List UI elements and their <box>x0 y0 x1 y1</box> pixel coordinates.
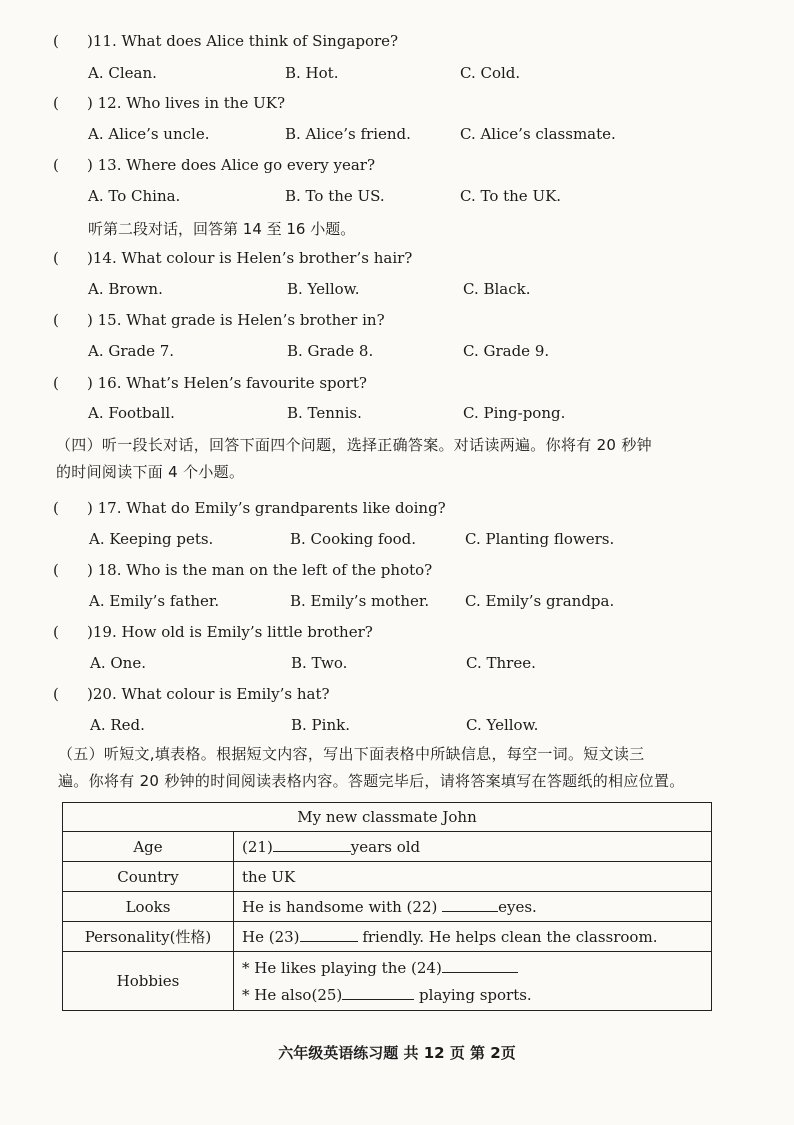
option-b: B. Tennis. <box>287 404 362 422</box>
table-title: My new classmate John <box>63 803 712 832</box>
option-a: A. One. <box>90 654 146 672</box>
personality-label: Personality(性格) <box>63 922 234 952</box>
country-cell: the UK <box>234 862 712 892</box>
option-c: C. Yellow. <box>466 716 539 734</box>
option-c: C. Emily’s grandpa. <box>465 592 615 610</box>
question-text: )20. What colour is Emily’s hat? <box>87 685 330 703</box>
question-19: ( )19. How old is Emily’s little brother? <box>53 623 373 641</box>
option-a: A. Football. <box>88 404 175 422</box>
option-c: C. Planting flowers. <box>465 530 615 548</box>
dialog-2-instruction: 听第二段对话，回答第 14 至 16 小题。 <box>88 220 356 238</box>
question-15: ( ) 15. What grade is Helen’s brother in? <box>53 311 385 329</box>
option-a: A. Alice’s uncle. <box>88 125 210 143</box>
option-b: B. Emily’s mother. <box>290 592 430 610</box>
option-a: A. Grade 7. <box>88 342 175 360</box>
looks-cell: He is handsome with (22) eyes. <box>234 892 712 922</box>
table-row <box>63 892 712 922</box>
hobbies-label: Hobbies <box>63 952 234 1011</box>
question-text: )19. How old is Emily’s little brother? <box>87 623 373 641</box>
option-c: C. Cold. <box>460 64 521 82</box>
question-16: ( ) 16. What’s Helen’s favourite sport? <box>53 374 367 392</box>
country-label: Country <box>63 862 234 892</box>
hobbies-cell <box>234 952 712 1011</box>
question-20: ( )20. What colour is Emily’s hat? <box>53 685 330 703</box>
blank-21[interactable] <box>273 837 351 852</box>
question-text: )14. What colour is Helen’s brother’s hair? <box>87 249 413 267</box>
option-c: C. To the UK. <box>460 187 562 205</box>
option-c: C. Three. <box>466 654 536 672</box>
blank-22[interactable] <box>442 897 498 912</box>
blank-24[interactable] <box>442 958 518 973</box>
section-4-instructions: （四）听一段长对话，回答下面四个问题，选择正确答案。对话读两遍。你将有 20 秒钟 的时间阅读下面 4 个小题。 <box>56 436 652 481</box>
option-c: C. Alice’s classmate. <box>460 125 616 143</box>
question-11: ( )11. What does Alice think of Singapore? <box>53 32 399 50</box>
question-14: ( )14. What colour is Helen’s brother’s hair? <box>53 249 413 267</box>
question-13: ( ) 13. Where does Alice go every year? <box>53 156 376 174</box>
fill-in-table <box>62 802 712 1011</box>
personality-cell: He (23) friendly. He helps clean the classroom. <box>234 922 712 952</box>
option-b: B. To the US. <box>285 187 385 205</box>
option-c: C. Black. <box>463 280 531 298</box>
option-a: A. Clean. <box>88 64 157 82</box>
question-18: ( ) 18. Who is the man on the left of the photo? <box>53 561 433 579</box>
question-text: ) 17. What do Emily’s grandparents like doing? <box>87 499 446 517</box>
table-row <box>63 803 712 832</box>
option-b: B. Alice’s friend. <box>285 125 411 143</box>
table-row <box>63 922 712 952</box>
option-c: C. Ping-pong. <box>463 404 566 422</box>
table-row <box>63 952 712 1011</box>
option-a: A. Red. <box>90 716 145 734</box>
question-text: ) 16. What’s Helen’s favourite sport? <box>87 374 367 392</box>
blank-23[interactable] <box>300 927 358 942</box>
question-17: ( ) 17. What do Emily’s grandparents like doing? <box>53 499 446 517</box>
question-text: ) 12. Who lives in the UK? <box>87 94 285 112</box>
question-text: ) 13. Where does Alice go every year? <box>87 156 376 174</box>
option-a: A. Emily’s father. <box>89 592 220 610</box>
looks-label: Looks <box>63 892 234 922</box>
option-a: A. Keeping pets. <box>89 530 214 548</box>
option-b: B. Grade 8. <box>287 342 374 360</box>
option-b: B. Yellow. <box>287 280 360 298</box>
question-text: ) 18. Who is the man on the left of the photo? <box>87 561 433 579</box>
question-text: )11. What does Alice think of Singapore? <box>87 32 399 50</box>
hobby-line-1: * He likes playing the (24) <box>242 958 703 977</box>
option-b: B. Pink. <box>291 716 350 734</box>
option-a: A. Brown. <box>88 280 163 298</box>
option-b: B. Two. <box>291 654 348 672</box>
question-text: ) 15. What grade is Helen’s brother in? <box>87 311 385 329</box>
section-5-instructions: （五）听短文,填表格。根据短文内容，写出下面表格中所缺信息，每空一词。短文读三 遍。你将有 20 秒钟的时间阅读表格内容。答题完毕后，请将答案填写在答题纸的相应位置。 <box>58 745 685 790</box>
question-12: ( ) 12. Who lives in the UK? <box>53 94 285 112</box>
age-cell: (21) years old <box>234 832 712 862</box>
table-row <box>63 862 712 892</box>
hobby-line-2: * He also(25) playing sports. <box>242 986 532 1004</box>
option-a: A. To China. <box>88 187 181 205</box>
blank-25[interactable] <box>342 985 414 1000</box>
option-b: B. Hot. <box>285 64 339 82</box>
page-footer: 六年级英语练习题 共 12 页 第 2页 <box>278 1044 516 1062</box>
table-row <box>63 832 712 862</box>
age-label: Age <box>63 832 234 862</box>
option-c: C. Grade 9. <box>463 342 550 360</box>
option-b: B. Cooking food. <box>290 530 416 548</box>
